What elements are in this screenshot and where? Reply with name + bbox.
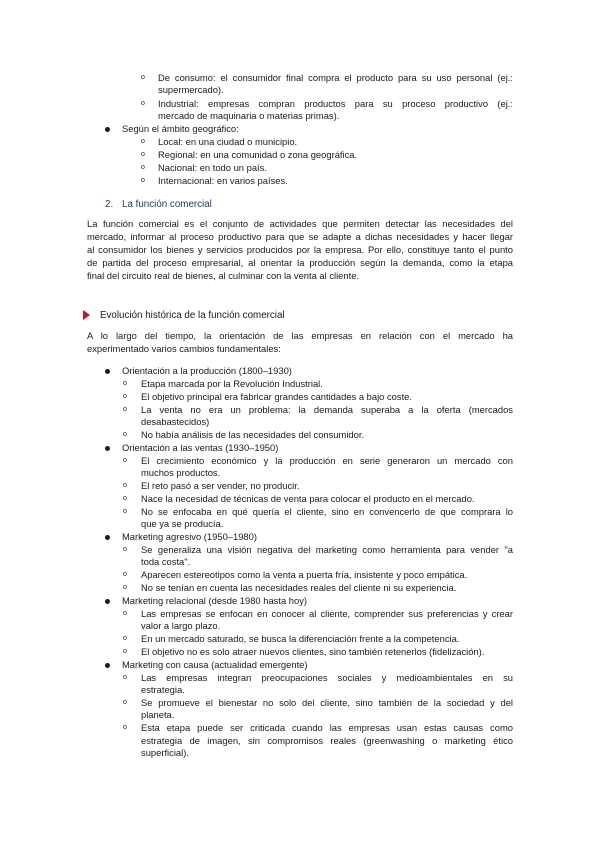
bullet-icon xyxy=(105,663,110,668)
list-item: No se enfocaba en qué quería el cliente, sino en convencerlo de que comprara lo xyxy=(141,505,513,517)
bullet-icon xyxy=(105,127,110,132)
subsection-title: Evolución histórica de la función comercial xyxy=(100,310,285,321)
list-item: Regional: en una comunidad o zona geográfica. xyxy=(158,149,358,161)
paragraph-line: experimentado varios cambios fundamentales: xyxy=(87,343,281,354)
list-item: Se promueve el bienestar no solo del cliente, sino también de la sociedad y del xyxy=(141,697,513,709)
sub-bullet-icon: o xyxy=(123,430,127,438)
list-item: Las empresas integran preocupaciones sociales y medioambientales en su xyxy=(141,671,513,683)
sub-bullet-icon: o xyxy=(141,138,145,146)
list-item: Las empresas se enfocan en conocer al cliente, comprender sus preferencias y crear xyxy=(141,607,513,619)
paragraph-line: La función comercial es el conjunto de actividades que permiten detectar las necesidades del xyxy=(87,218,513,229)
sub-bullet-icon: o xyxy=(141,74,145,81)
section-title: La función comercial xyxy=(122,199,212,210)
sub-bullet-icon: o xyxy=(123,648,127,655)
list-item: El objetivo no es solo atraer nuevos clientes, sino también retenerlos (fidelización). xyxy=(141,646,485,657)
paragraph-line: al consumidor los bienes y servicios producidos por la empresa. Por ello, constituye tanto el punto xyxy=(87,244,513,256)
stage-title: Marketing agresivo (1950–1980) xyxy=(122,531,257,543)
sub-bullet-icon: o xyxy=(123,405,127,413)
paragraph-line: final del circuito real de bienes, al culminar con la venta al cliente. xyxy=(87,270,360,282)
list-item: Internacional: en varios países. xyxy=(158,174,288,186)
paragraph-line: de partida del proceso empresarial, al orientar la producción según la demanda, como la etapa xyxy=(87,257,513,269)
sub-bullet-icon: o xyxy=(123,379,127,387)
list-item: Aparecen estereotipos como la venta a puerta fría, insistente y poco empática. xyxy=(141,569,468,581)
list-item: Nace la necesidad de técnicas de venta para colocar el producto en el mercado. xyxy=(141,492,475,504)
sub-bullet-icon: o xyxy=(123,456,127,464)
bullet-icon xyxy=(105,369,110,374)
list-item: que ya se producía. xyxy=(141,518,224,529)
chevron-right-icon xyxy=(83,310,90,320)
sub-bullet-icon: o xyxy=(123,673,127,681)
list-item: El objetivo principal era fabricar grandes cantidades a bajo coste. xyxy=(141,390,412,402)
sub-bullet-icon: o xyxy=(123,481,127,489)
list-item: muchos productos. xyxy=(141,467,221,478)
list-item: superficial). xyxy=(141,746,189,758)
sub-bullet-icon: o xyxy=(123,584,127,591)
paragraph-line: A lo largo del tiempo, la orientación de las empresas en relación con el mercado ha xyxy=(87,330,513,341)
stage-title: Orientación a la producción (1800–1930) xyxy=(122,365,292,376)
list-item: El crecimiento económico y la producción en serie generaron un mercado con xyxy=(141,454,513,466)
bullet-icon xyxy=(105,535,110,540)
sub-bullet-icon: o xyxy=(123,635,127,643)
bullet-icon xyxy=(105,599,110,604)
list-item: Se generaliza una visión negativa del marketing como herramienta para vender "a xyxy=(141,543,513,555)
list-item: No había análisis de las necesidades del consumidor. xyxy=(141,428,365,440)
sub-bullet-icon: o xyxy=(123,609,127,617)
sub-bullet-icon: o xyxy=(141,176,145,184)
paragraph-line: mercado, informar al proceso productivo para que se adapte a dichas necesidades y hacer llegar xyxy=(87,231,513,243)
section-number: 2. xyxy=(105,199,114,210)
list-item: Nacional: en todo un país. xyxy=(158,162,267,173)
stage-title: Marketing relacional (desde 1980 hasta hoy) xyxy=(122,595,308,607)
list-item: El reto pasó a ser vender, no producir. xyxy=(141,479,300,491)
list-item: Según el ámbito geográfico: xyxy=(122,123,239,135)
sub-bullet-icon: o xyxy=(141,99,145,107)
sub-bullet-icon: o xyxy=(123,392,127,400)
list-item: La venta no era un problema: la demanda superaba a la oferta (mercados xyxy=(141,403,513,415)
list-item: supermercado). xyxy=(158,84,224,96)
list-item: De consumo: el consumidor final compra el producto para su uso personal (ej.: xyxy=(158,72,513,83)
list-item: mercado de maquinaria o materias primas). xyxy=(158,110,340,122)
list-item: valor a largo plazo. xyxy=(141,620,221,632)
sub-bullet-icon: o xyxy=(123,571,127,579)
list-item: toda costa". xyxy=(141,556,191,568)
list-item: desabastecidos) xyxy=(141,415,210,427)
stage-title: Orientación a las ventas (1930–1950) xyxy=(122,441,279,453)
list-item: En un mercado saturado, se busca la diferenciación frente a la competencia. xyxy=(141,633,460,645)
list-item: Etapa marcada por la Revolución Industrial. xyxy=(141,377,323,389)
sub-bullet-icon: o xyxy=(141,151,145,159)
bullet-icon xyxy=(105,446,110,451)
list-item: estrategia de imagen, sin compromisos reales (greenwashing o marketing ético xyxy=(141,734,513,746)
list-item: Local: en una ciudad o municipio. xyxy=(158,136,298,148)
sub-bullet-icon: o xyxy=(123,724,127,732)
sub-bullet-icon: o xyxy=(123,507,127,515)
sub-bullet-icon: o xyxy=(123,545,127,553)
list-item: planeta. xyxy=(141,709,175,721)
list-item: estrategia. xyxy=(141,684,185,696)
stage-title: Marketing con causa (actualidad emergente) xyxy=(122,659,308,671)
sub-bullet-icon: o xyxy=(123,699,127,707)
list-item: Esta etapa puede ser criticada cuando las empresas usan estas causas como xyxy=(141,722,513,734)
sub-bullet-icon: o xyxy=(123,494,127,502)
list-item: Industrial: empresas compran productos para su proceso productivo (ej.: xyxy=(158,97,513,109)
list-item: No se tenían en cuenta las necesidades reales del cliente ni su experiencia. xyxy=(141,582,457,593)
sub-bullet-icon: o xyxy=(141,164,145,171)
